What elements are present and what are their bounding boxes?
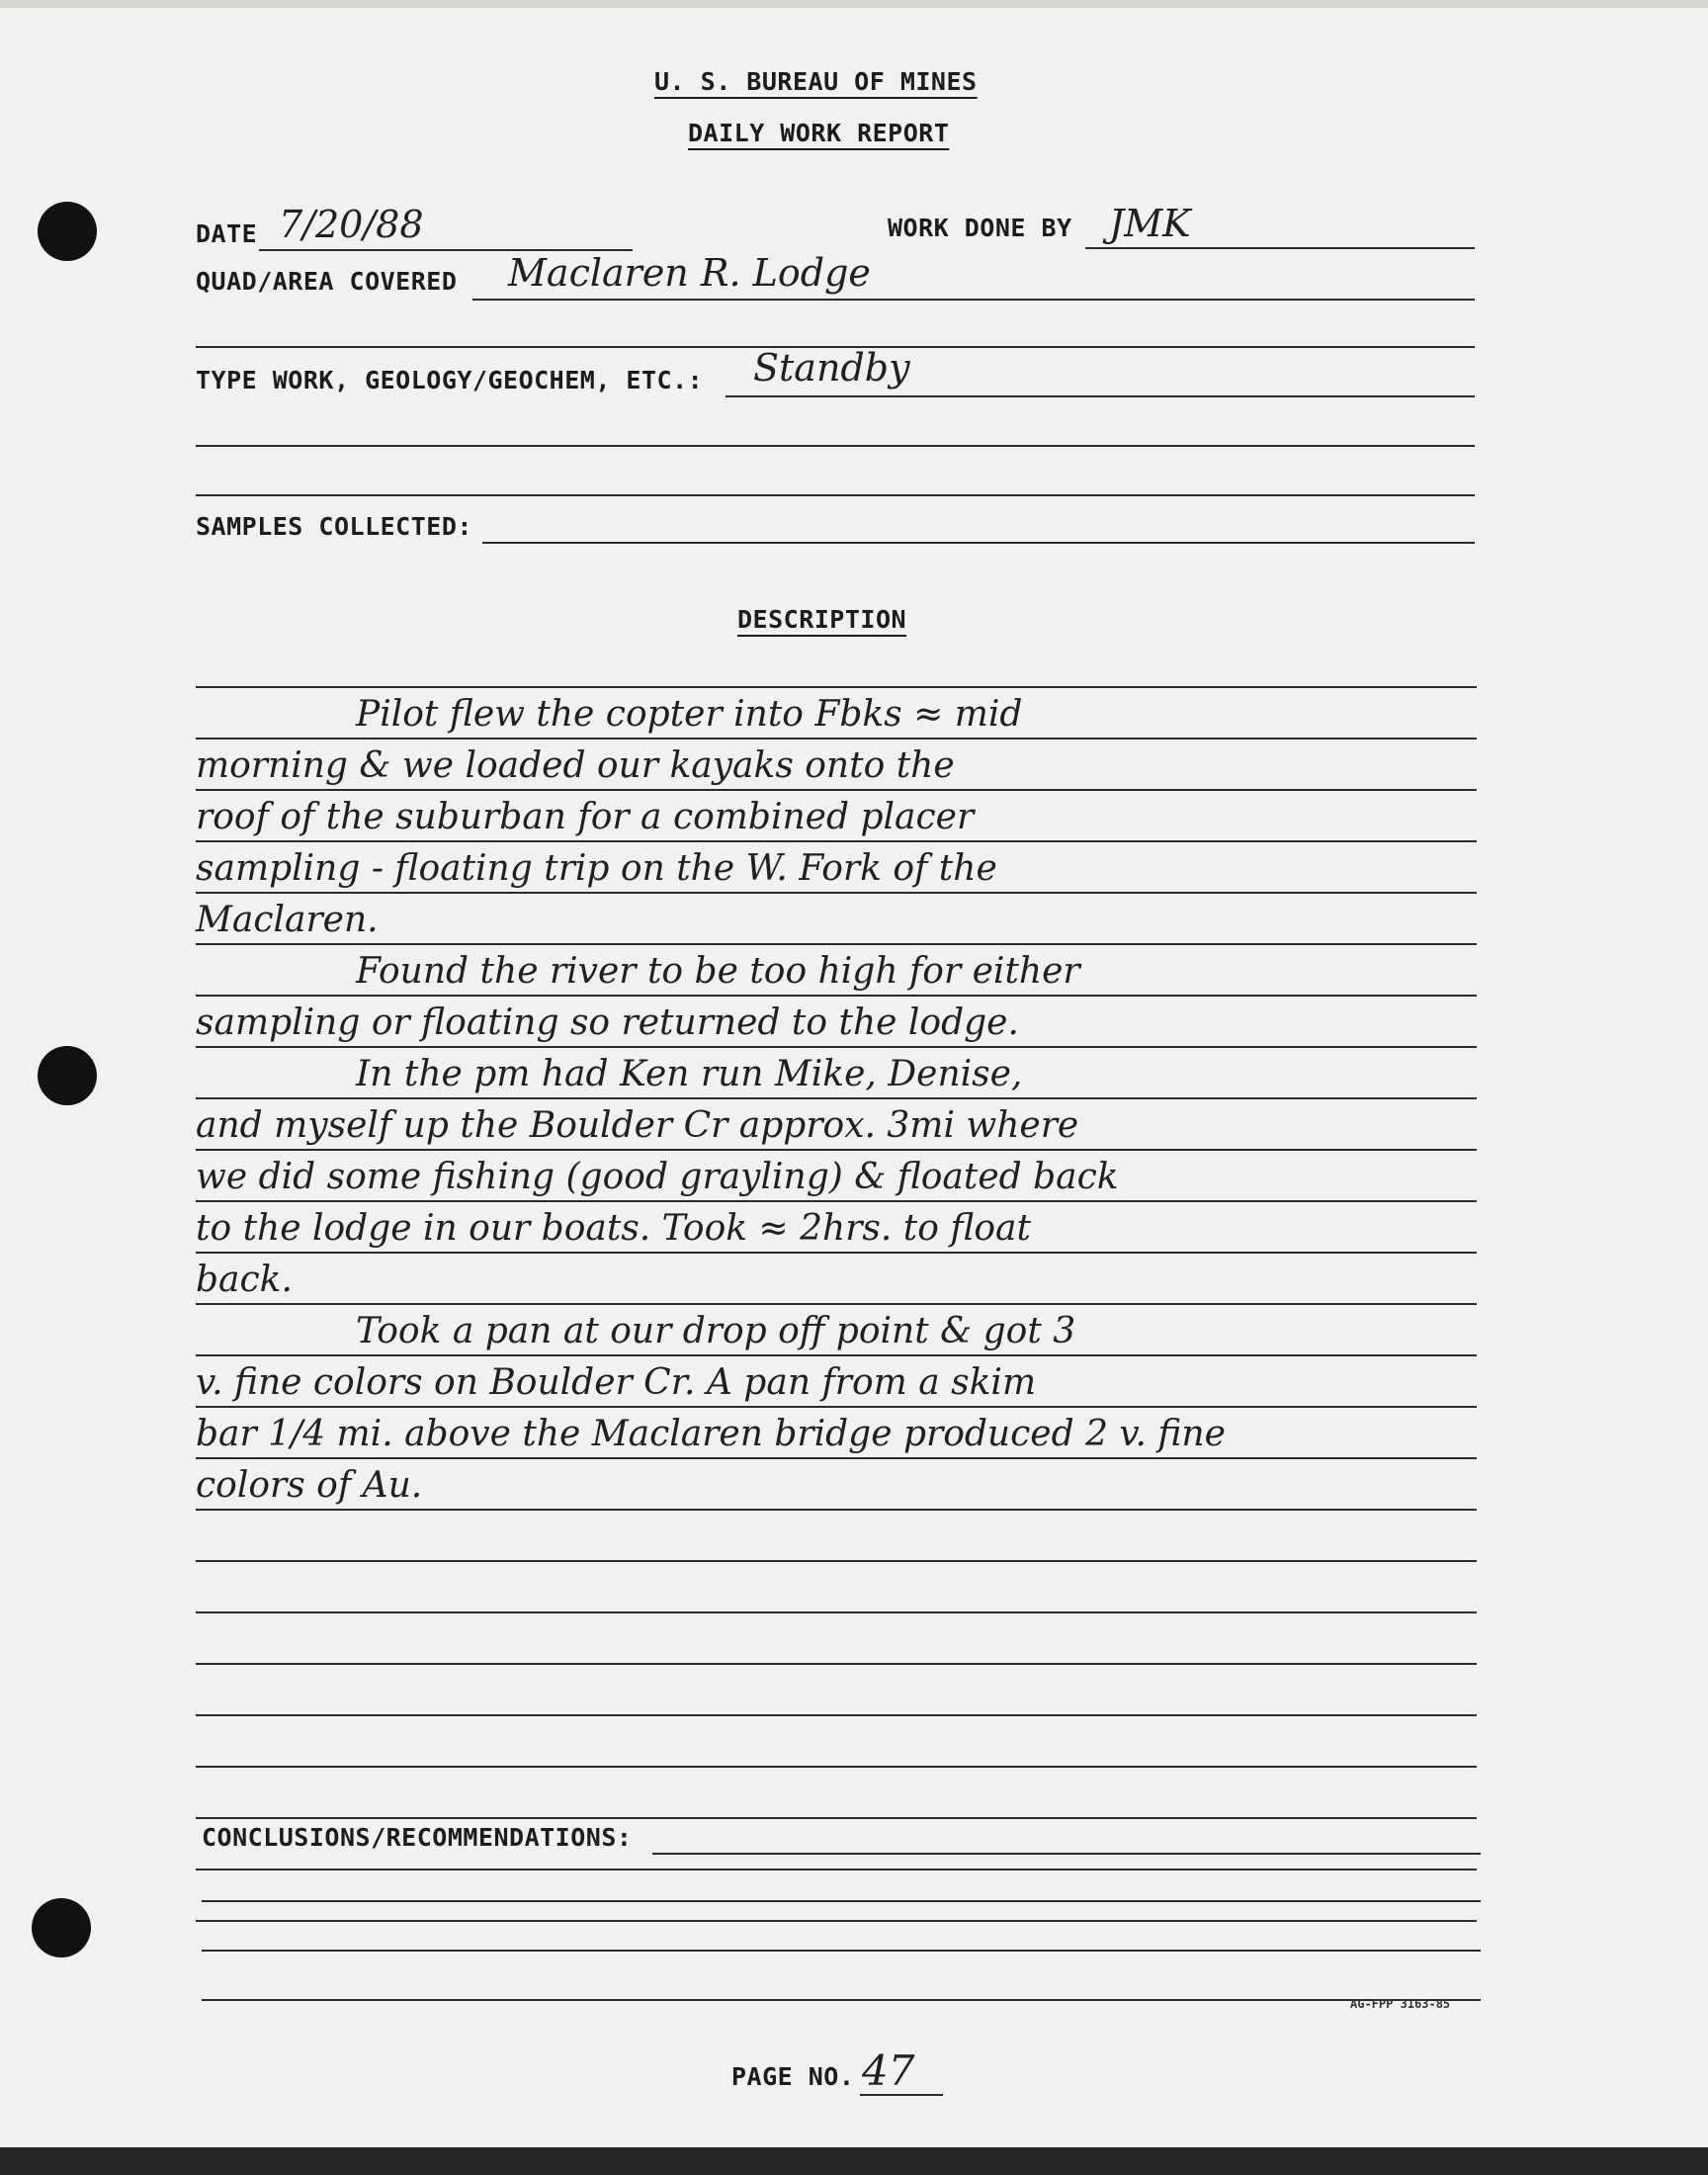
description-rule: [196, 1457, 1477, 1459]
description-rule: [196, 1920, 1477, 1922]
description-rule: [196, 1663, 1477, 1665]
description-rule: [196, 1509, 1477, 1511]
description-rule: [196, 1611, 1477, 1613]
description-line: Found the river to be too high for either: [356, 951, 1080, 992]
description-line: and myself up the Boulder Cr approx. 3mi where: [196, 1105, 1079, 1146]
page-number-value: 47: [862, 2046, 915, 2095]
description-rule: [196, 686, 1477, 688]
description-line: roof of the suburban for a combined placer: [196, 797, 975, 837]
description-line: Took a pan at our drop off point & got 3: [356, 1311, 1076, 1351]
date-value: 7/20/88: [279, 203, 424, 246]
description-rule: [196, 1817, 1477, 1819]
conclusions-rule-3: [202, 1950, 1481, 1952]
description-rule: [196, 1560, 1477, 1562]
quad-label: QUAD/AREA COVERED: [196, 267, 458, 296]
description-rule: [196, 1303, 1477, 1305]
description-rule: [196, 1406, 1477, 1408]
binder-hole-middle: [38, 1046, 97, 1105]
scan-bottom-edge: [0, 2147, 1708, 2175]
description-rule: [196, 1354, 1477, 1356]
description-line: sampling or floating so returned to the lodge.: [196, 1002, 1019, 1043]
description-line: we did some fishing (good grayling) & floated back: [196, 1157, 1119, 1197]
description-line: to the lodge in our boats. Took ≈ 2hrs. to float: [196, 1208, 1031, 1249]
agency-title: U. S. BUREAU OF MINES: [654, 67, 978, 96]
description-rule: [196, 1046, 1477, 1048]
description-rule: [196, 1714, 1477, 1716]
quad-value: Maclaren R. Lodge: [508, 251, 871, 295]
type-work-rule-3: [196, 494, 1475, 496]
conclusions-rule: [652, 1853, 1481, 1855]
page-number-label: PAGE NO.: [731, 2062, 855, 2091]
description-rule: [196, 1869, 1477, 1870]
description-rule: [196, 892, 1477, 894]
description-line: bar 1/4 mi. above the Maclaren bridge produced 2 v. fine: [196, 1414, 1226, 1454]
page-top-edge: [0, 0, 1708, 8]
conclusions-rule-4: [202, 1999, 1481, 2001]
work-done-by-rule: [1085, 247, 1475, 249]
binder-hole-bottom: [32, 1898, 91, 1958]
description-line: morning & we loaded our kayaks onto the: [196, 745, 955, 786]
conclusions-label: CONCLUSIONS/RECOMMENDATIONS:: [202, 1823, 633, 1852]
binder-hole-top: [38, 202, 97, 261]
description-line: sampling - floating trip on the W. Fork of the: [196, 848, 997, 889]
description-rule: [196, 789, 1477, 791]
description-heading: DESCRIPTION: [737, 605, 907, 634]
description-line: back.: [196, 1260, 293, 1300]
description-rule: [196, 1149, 1477, 1151]
work-done-by-label: WORK DONE BY: [888, 214, 1072, 242]
description-rule: [196, 840, 1477, 842]
description-rule: [196, 1766, 1477, 1768]
description-rule: [196, 1097, 1477, 1099]
report-title: DAILY WORK REPORT: [688, 119, 950, 147]
date-label: DATE: [196, 219, 258, 248]
type-work-rule: [726, 395, 1475, 397]
description-line: v. fine colors on Boulder Cr. A pan from a skim: [196, 1362, 1037, 1403]
description-line: Maclaren.: [196, 900, 379, 940]
samples-label: SAMPLES COLLECTED:: [196, 512, 472, 541]
description-rule: [196, 1200, 1477, 1202]
conclusions-rule-2: [202, 1900, 1481, 1902]
description-line: Pilot flew the copter into Fbks ≈ mid: [356, 694, 1023, 735]
description-line: colors of Au.: [196, 1465, 423, 1506]
samples-rule: [482, 542, 1475, 544]
type-work-label: TYPE WORK, GEOLOGY/GEOCHEM, ETC.:: [196, 366, 704, 394]
description-rule: [196, 1252, 1477, 1254]
description-line: In the pm had Ken run Mike, Denise,: [356, 1054, 1023, 1094]
work-done-by-value: JMK: [1109, 202, 1191, 245]
type-work-rule-2: [196, 445, 1475, 447]
type-work-value: Standby: [753, 346, 910, 390]
form-number: AG-FPP 3163-85: [1350, 1997, 1451, 2011]
quad-rule: [472, 299, 1475, 301]
description-rule: [196, 943, 1477, 945]
description-rule: [196, 995, 1477, 997]
description-rule: [196, 738, 1477, 740]
